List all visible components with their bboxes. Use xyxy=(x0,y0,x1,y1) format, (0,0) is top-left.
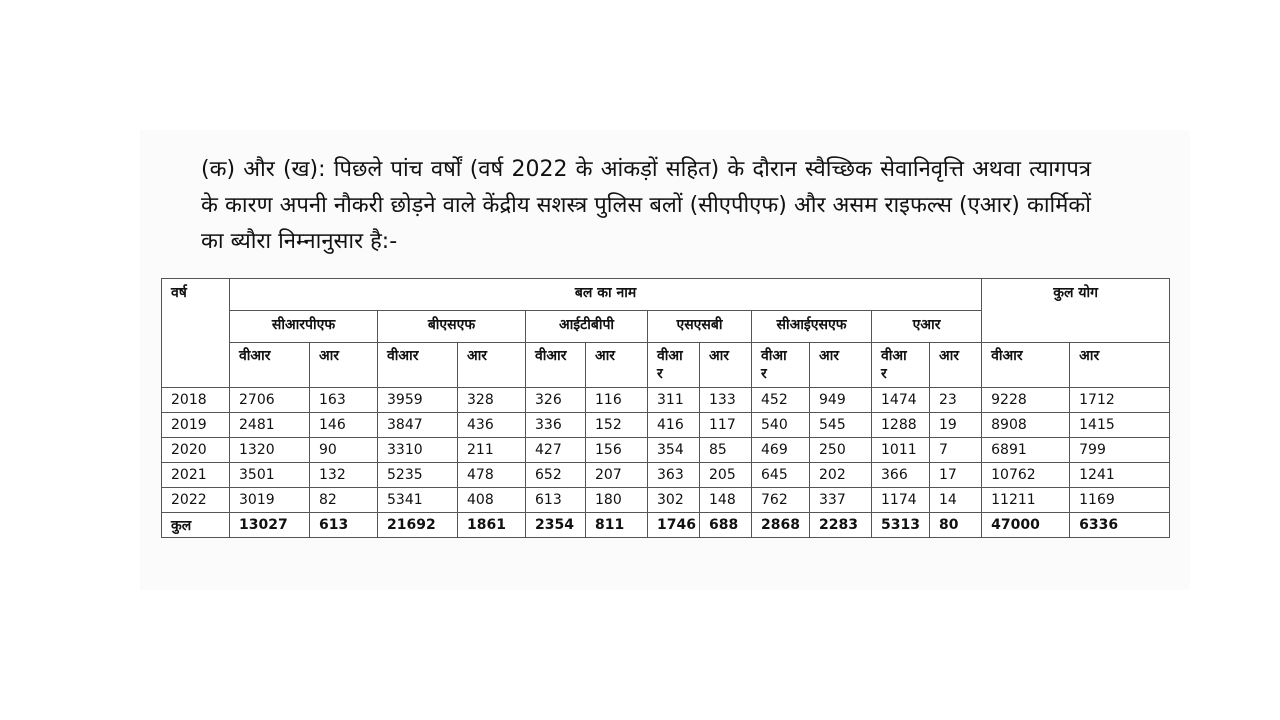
subheader-vr-text: वीआर xyxy=(657,348,683,382)
force-header-crpf: सीआरपीएफ xyxy=(230,311,378,343)
subheader-r: आर xyxy=(810,343,872,388)
cell-year: 2018 xyxy=(162,388,230,413)
cell-ar-vr: 1288 xyxy=(872,413,930,438)
cell-total-vr: 47000 xyxy=(982,513,1070,538)
cell-year: 2020 xyxy=(162,438,230,463)
cell-total-vr: 9228 xyxy=(982,388,1070,413)
resignation-data-table xyxy=(161,278,1170,538)
cell-bsf-vr: 5341 xyxy=(378,488,458,513)
subheader-vr xyxy=(872,343,930,388)
cell-ssb-r: 205 xyxy=(700,463,752,488)
cell-ar-r: 14 xyxy=(930,488,982,513)
cell-total-r: 799 xyxy=(1070,438,1170,463)
cell-crpf-r: 90 xyxy=(310,438,378,463)
cell-bsf-vr: 3847 xyxy=(378,413,458,438)
subheader-vr-text: वीआर xyxy=(881,348,907,382)
subheader-vr-text: वीआर xyxy=(761,348,787,382)
cell-total-vr: 10762 xyxy=(982,463,1070,488)
cell-ar-vr: 1474 xyxy=(872,388,930,413)
cell-crpf-vr: 3501 xyxy=(230,463,310,488)
cell-itbp-vr: 613 xyxy=(526,488,586,513)
subheader-vr: वीआर xyxy=(378,343,458,388)
cell-cisf-r: 545 xyxy=(810,413,872,438)
subheader-r: आर xyxy=(1070,343,1170,388)
subheader-vr: वीआर xyxy=(526,343,586,388)
table-total-row xyxy=(162,513,1170,538)
cell-bsf-vr: 3959 xyxy=(378,388,458,413)
cell-cisf-vr: 540 xyxy=(752,413,810,438)
subheader-r: आर xyxy=(458,343,526,388)
header-row-subcolumns xyxy=(162,343,1170,388)
cell-ssb-vr: 363 xyxy=(648,463,700,488)
cell-total-vr: 6891 xyxy=(982,438,1070,463)
cell-ar-r: 17 xyxy=(930,463,982,488)
cell-crpf-vr: 3019 xyxy=(230,488,310,513)
cell-bsf-r: 1861 xyxy=(458,513,526,538)
cell-crpf-vr: 2706 xyxy=(230,388,310,413)
cell-bsf-r: 328 xyxy=(458,388,526,413)
year-header: वर्ष xyxy=(162,279,230,388)
cell-itbp-r: 180 xyxy=(586,488,648,513)
cell-cisf-vr: 762 xyxy=(752,488,810,513)
cell-itbp-r: 207 xyxy=(586,463,648,488)
table-row xyxy=(162,438,1170,463)
cell-itbp-r: 156 xyxy=(586,438,648,463)
cell-ar-vr: 366 xyxy=(872,463,930,488)
subheader-r: आर xyxy=(700,343,752,388)
force-header-itbp: आईटीबीपी xyxy=(526,311,648,343)
cell-bsf-r: 436 xyxy=(458,413,526,438)
cell-total-r: 1415 xyxy=(1070,413,1170,438)
cell-ssb-r: 85 xyxy=(700,438,752,463)
cell-itbp-r: 152 xyxy=(586,413,648,438)
cell-crpf-r: 132 xyxy=(310,463,378,488)
cell-ssb-vr: 1746 xyxy=(648,513,700,538)
cell-bsf-r: 478 xyxy=(458,463,526,488)
cell-ar-vr: 1174 xyxy=(872,488,930,513)
cell-crpf-r: 163 xyxy=(310,388,378,413)
cell-total-vr: 8908 xyxy=(982,413,1070,438)
total-header: कुल योग xyxy=(982,279,1170,343)
cell-itbp-vr: 2354 xyxy=(526,513,586,538)
cell-ssb-vr: 311 xyxy=(648,388,700,413)
cell-itbp-r: 116 xyxy=(586,388,648,413)
cell-crpf-vr: 2481 xyxy=(230,413,310,438)
cell-total-r: 1712 xyxy=(1070,388,1170,413)
cell-ar-vr: 5313 xyxy=(872,513,930,538)
cell-year: कुल xyxy=(162,513,230,538)
subheader-vr: वीआर xyxy=(982,343,1070,388)
cell-cisf-r: 202 xyxy=(810,463,872,488)
cell-itbp-r: 811 xyxy=(586,513,648,538)
cell-crpf-r: 613 xyxy=(310,513,378,538)
intro-paragraph: (क) और (ख): पिछले पांच वर्षों (वर्ष 2022 के आंकड़ों सहित) के दौरान स्वैच्छिक सेवानिवृत्ति अथवा त्यागपत्र के कारण अपनी नौकरी छोड़ने वाले केंद्रीय सशस्त्र पुलिस बलों (सीएपीएफ) और असम राइफल्स (एआर) कार्मिकों का ब्यौरा निम्नानुसार है:- xyxy=(201,157,1091,254)
subheader-vr: वीआर xyxy=(230,343,310,388)
cell-bsf-r: 211 xyxy=(458,438,526,463)
cell-itbp-vr: 652 xyxy=(526,463,586,488)
cell-ar-r: 23 xyxy=(930,388,982,413)
cell-ssb-r: 148 xyxy=(700,488,752,513)
cell-crpf-r: 146 xyxy=(310,413,378,438)
cell-crpf-vr: 13027 xyxy=(230,513,310,538)
cell-itbp-vr: 326 xyxy=(526,388,586,413)
cell-cisf-r: 2283 xyxy=(810,513,872,538)
cell-ssb-r: 688 xyxy=(700,513,752,538)
subheader-vr xyxy=(752,343,810,388)
force-header-bsf: बीएसएफ xyxy=(378,311,526,343)
cell-crpf-vr: 1320 xyxy=(230,438,310,463)
header-row-1 xyxy=(162,279,1170,311)
table-row xyxy=(162,413,1170,438)
cell-itbp-vr: 336 xyxy=(526,413,586,438)
subheader-r: आर xyxy=(930,343,982,388)
cell-itbp-vr: 427 xyxy=(526,438,586,463)
cell-cisf-vr: 469 xyxy=(752,438,810,463)
cell-bsf-vr: 21692 xyxy=(378,513,458,538)
cell-cisf-r: 250 xyxy=(810,438,872,463)
subheader-r: आर xyxy=(310,343,378,388)
cell-crpf-r: 82 xyxy=(310,488,378,513)
cell-bsf-r: 408 xyxy=(458,488,526,513)
cell-ssb-vr: 416 xyxy=(648,413,700,438)
force-group-header: बल का नाम xyxy=(230,279,982,311)
table-row xyxy=(162,388,1170,413)
cell-year: 2019 xyxy=(162,413,230,438)
table-row xyxy=(162,488,1170,513)
cell-ar-r: 80 xyxy=(930,513,982,538)
cell-cisf-vr: 645 xyxy=(752,463,810,488)
subheader-r: आर xyxy=(586,343,648,388)
cell-ssb-vr: 302 xyxy=(648,488,700,513)
cell-ssb-r: 133 xyxy=(700,388,752,413)
cell-year: 2022 xyxy=(162,488,230,513)
cell-total-r: 1169 xyxy=(1070,488,1170,513)
force-header-cisf: सीआईएसएफ xyxy=(752,311,872,343)
force-header-ssb: एसएसबी xyxy=(648,311,752,343)
cell-cisf-vr: 2868 xyxy=(752,513,810,538)
subheader-vr xyxy=(648,343,700,388)
cell-total-r: 1241 xyxy=(1070,463,1170,488)
cell-year: 2021 xyxy=(162,463,230,488)
force-header-ar: एआर xyxy=(872,311,982,343)
cell-ssb-r: 117 xyxy=(700,413,752,438)
cell-ar-r: 19 xyxy=(930,413,982,438)
cell-ssb-vr: 354 xyxy=(648,438,700,463)
cell-cisf-r: 949 xyxy=(810,388,872,413)
cell-cisf-r: 337 xyxy=(810,488,872,513)
cell-ar-vr: 1011 xyxy=(872,438,930,463)
cell-ar-r: 7 xyxy=(930,438,982,463)
cell-total-r: 6336 xyxy=(1070,513,1170,538)
cell-total-vr: 11211 xyxy=(982,488,1070,513)
table-row xyxy=(162,463,1170,488)
cell-bsf-vr: 3310 xyxy=(378,438,458,463)
cell-bsf-vr: 5235 xyxy=(378,463,458,488)
cell-cisf-vr: 452 xyxy=(752,388,810,413)
